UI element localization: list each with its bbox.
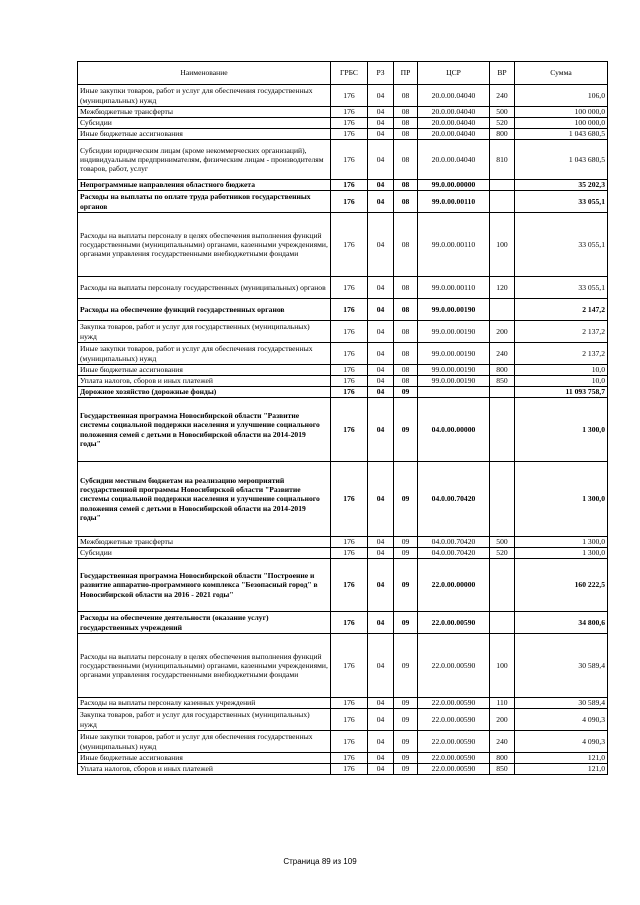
column-header: РЗ [368, 62, 394, 85]
cell-vr: 800 [490, 753, 515, 764]
cell-sum: 10,0 [515, 365, 608, 376]
cell-grbs: 176 [331, 343, 368, 365]
cell-rz: 04 [368, 764, 394, 775]
cell-vr [490, 191, 515, 213]
cell-vr [490, 462, 515, 537]
cell-rz: 04 [368, 548, 394, 559]
cell-sum: 1 043 680,5 [515, 129, 608, 140]
cell-grbs: 176 [331, 764, 368, 775]
cell-sum: 10,0 [515, 376, 608, 387]
cell-vr [490, 398, 515, 462]
table-row [78, 398, 608, 462]
cell-rz: 04 [368, 180, 394, 191]
cell-sum: 121,0 [515, 764, 608, 775]
cell-pr: 09 [394, 612, 418, 634]
cell-pr: 08 [394, 376, 418, 387]
cell-grbs: 176 [331, 612, 368, 634]
cell-sum: 33 055,1 [515, 213, 608, 277]
cell-rz: 04 [368, 321, 394, 343]
cell-pr: 08 [394, 107, 418, 118]
cell-rz: 04 [368, 129, 394, 140]
cell-pr: 08 [394, 213, 418, 277]
cell-vr [490, 387, 515, 398]
cell-sum: 1 300,0 [515, 548, 608, 559]
cell-sum: 4 090,3 [515, 731, 608, 753]
cell-sum: 121,0 [515, 753, 608, 764]
cell-pr: 08 [394, 321, 418, 343]
cell-csr: 99.0.00.00110 [418, 277, 490, 299]
cell-grbs: 176 [331, 709, 368, 731]
cell-grbs: 176 [331, 559, 368, 612]
cell-sum: 35 202,3 [515, 180, 608, 191]
cell-rz: 04 [368, 213, 394, 277]
cell-grbs: 176 [331, 180, 368, 191]
cell-sum: 100 000,0 [515, 107, 608, 118]
table-row [78, 634, 608, 698]
table-row [78, 321, 608, 343]
table-body [78, 85, 608, 775]
cell-vr: 800 [490, 129, 515, 140]
cell-pr: 09 [394, 753, 418, 764]
cell-csr: 20.0.00.04040 [418, 118, 490, 129]
cell-vr: 100 [490, 634, 515, 698]
cell-grbs: 176 [331, 118, 368, 129]
cell-vr: 110 [490, 698, 515, 709]
cell-rz: 04 [368, 107, 394, 118]
cell-pr: 08 [394, 343, 418, 365]
cell-rz: 04 [368, 118, 394, 129]
cell-grbs: 176 [331, 462, 368, 537]
cell-vr: 850 [490, 376, 515, 387]
cell-rz: 04 [368, 398, 394, 462]
cell-vr: 120 [490, 277, 515, 299]
cell-vr: 240 [490, 731, 515, 753]
cell-name: Иные бюджетные ассигнования [78, 365, 331, 376]
cell-csr: 20.0.00.04040 [418, 107, 490, 118]
cell-grbs: 176 [331, 85, 368, 107]
cell-vr [490, 299, 515, 321]
column-header: ЦСР [418, 62, 490, 85]
table-row [78, 537, 608, 548]
table-row [78, 731, 608, 753]
cell-rz: 04 [368, 387, 394, 398]
cell-csr: 99.0.00.00190 [418, 299, 490, 321]
cell-name: Государственная программа Новосибирской области "Развитие системы социальной поддержки населения и улучшение социального положения семей с детьми в Новосибирской области на 2014-2019 годы" [78, 398, 331, 462]
table-row [78, 764, 608, 775]
cell-sum: 1 300,0 [515, 462, 608, 537]
cell-name: Уплата налогов, сборов и иных платежей [78, 764, 331, 775]
cell-csr: 22.0.00.00590 [418, 698, 490, 709]
cell-grbs: 176 [331, 299, 368, 321]
cell-name: Субсидии юридическим лицам (кроме некоммерческих организаций), индивидуальным предпринимателям, физическим лицам - производителям товаров, работ, услуг [78, 140, 331, 180]
cell-sum: 30 589,4 [515, 634, 608, 698]
cell-sum: 1 300,0 [515, 398, 608, 462]
cell-pr: 08 [394, 85, 418, 107]
cell-vr: 810 [490, 140, 515, 180]
cell-pr: 09 [394, 462, 418, 537]
cell-vr: 240 [490, 343, 515, 365]
cell-csr: 99.0.00.00190 [418, 321, 490, 343]
cell-csr: 99.0.00.00000 [418, 180, 490, 191]
cell-csr: 22.0.00.00590 [418, 709, 490, 731]
cell-name: Субсидии [78, 548, 331, 559]
cell-csr: 22.0.00.00590 [418, 634, 490, 698]
cell-grbs: 176 [331, 753, 368, 764]
cell-csr: 22.0.00.00590 [418, 764, 490, 775]
cell-rz: 04 [368, 709, 394, 731]
cell-name: Дорожное хозяйство (дорожные фонды) [78, 387, 331, 398]
cell-pr: 09 [394, 709, 418, 731]
cell-pr: 08 [394, 129, 418, 140]
cell-name: Расходы на выплаты персоналу казенных учреждений [78, 698, 331, 709]
cell-csr: 22.0.00.00000 [418, 559, 490, 612]
column-header: ПР [394, 62, 418, 85]
cell-pr: 08 [394, 299, 418, 321]
cell-pr: 09 [394, 634, 418, 698]
column-header: ГРБС [331, 62, 368, 85]
cell-rz: 04 [368, 462, 394, 537]
cell-rz: 04 [368, 731, 394, 753]
cell-csr: 22.0.00.00590 [418, 612, 490, 634]
cell-sum: 100 000,0 [515, 118, 608, 129]
cell-rz: 04 [368, 277, 394, 299]
cell-csr: 04.0.00.70420 [418, 462, 490, 537]
cell-pr: 08 [394, 191, 418, 213]
cell-grbs: 176 [331, 376, 368, 387]
cell-pr: 09 [394, 698, 418, 709]
cell-pr: 09 [394, 387, 418, 398]
cell-csr: 04.0.00.70420 [418, 548, 490, 559]
table-row [78, 213, 608, 277]
cell-sum: 2 137,2 [515, 343, 608, 365]
cell-pr: 08 [394, 180, 418, 191]
cell-csr: 99.0.00.00110 [418, 213, 490, 277]
column-header: Сумма [515, 62, 608, 85]
table-row [78, 462, 608, 537]
cell-name: Расходы на обеспечение функций государственных органов [78, 299, 331, 321]
cell-pr: 09 [394, 764, 418, 775]
cell-csr: 04.0.00.00000 [418, 398, 490, 462]
cell-name: Непрограммные направления областного бюджета [78, 180, 331, 191]
cell-vr: 500 [490, 107, 515, 118]
cell-csr: 20.0.00.04040 [418, 85, 490, 107]
cell-csr: 20.0.00.04040 [418, 140, 490, 180]
table-row [78, 140, 608, 180]
cell-grbs: 176 [331, 387, 368, 398]
cell-name: Расходы на обеспечение деятельности (оказание услуг) государственных учреждений [78, 612, 331, 634]
cell-vr [490, 559, 515, 612]
budget-table [77, 61, 608, 775]
cell-rz: 04 [368, 376, 394, 387]
table-row [78, 180, 608, 191]
table-row [78, 129, 608, 140]
cell-grbs: 176 [331, 548, 368, 559]
cell-csr: 22.0.00.00590 [418, 731, 490, 753]
cell-name: Уплата налогов, сборов и иных платежей [78, 376, 331, 387]
cell-sum: 33 055,1 [515, 191, 608, 213]
cell-grbs: 176 [331, 537, 368, 548]
table-row [78, 343, 608, 365]
cell-name: Иные закупки товаров, работ и услуг для обеспечения государственных (муниципальных) нужд [78, 85, 331, 107]
table-row [78, 753, 608, 764]
cell-vr: 520 [490, 548, 515, 559]
cell-pr: 08 [394, 365, 418, 376]
cell-csr: 99.0.00.00190 [418, 343, 490, 365]
cell-grbs: 176 [331, 213, 368, 277]
cell-vr: 500 [490, 537, 515, 548]
cell-sum: 1 043 680,5 [515, 140, 608, 180]
cell-csr: 99.0.00.00190 [418, 376, 490, 387]
cell-vr: 520 [490, 118, 515, 129]
cell-grbs: 176 [331, 634, 368, 698]
cell-grbs: 176 [331, 107, 368, 118]
table-row [78, 118, 608, 129]
cell-name: Иные закупки товаров, работ и услуг для обеспечения государственных (муниципальных) нужд [78, 731, 331, 753]
cell-grbs: 176 [331, 277, 368, 299]
table-header-row [78, 62, 608, 85]
cell-grbs: 176 [331, 191, 368, 213]
cell-sum: 106,0 [515, 85, 608, 107]
cell-grbs: 176 [331, 140, 368, 180]
cell-pr: 09 [394, 398, 418, 462]
cell-vr: 850 [490, 764, 515, 775]
cell-sum: 30 589,4 [515, 698, 608, 709]
cell-rz: 04 [368, 537, 394, 548]
cell-rz: 04 [368, 191, 394, 213]
column-header: Наименование [78, 62, 331, 85]
cell-vr: 240 [490, 85, 515, 107]
cell-pr: 08 [394, 140, 418, 180]
cell-pr: 09 [394, 731, 418, 753]
table-row [78, 277, 608, 299]
cell-grbs: 176 [331, 731, 368, 753]
table-row [78, 387, 608, 398]
cell-vr [490, 180, 515, 191]
cell-sum: 34 800,6 [515, 612, 608, 634]
cell-csr: 20.0.00.04040 [418, 129, 490, 140]
cell-pr: 09 [394, 559, 418, 612]
cell-grbs: 176 [331, 698, 368, 709]
cell-rz: 04 [368, 365, 394, 376]
cell-vr [490, 612, 515, 634]
table-row [78, 709, 608, 731]
cell-rz: 04 [368, 612, 394, 634]
cell-pr: 09 [394, 548, 418, 559]
cell-name: Закупка товаров, работ и услуг для государственных (муниципальных) нужд [78, 321, 331, 343]
cell-name: Межбюджетные трансферты [78, 537, 331, 548]
cell-name: Иные закупки товаров, работ и услуг для обеспечения государственных (муниципальных) нужд [78, 343, 331, 365]
table-row [78, 559, 608, 612]
page-number: Страница 89 из 109 [283, 857, 357, 866]
cell-vr: 200 [490, 709, 515, 731]
cell-vr: 100 [490, 213, 515, 277]
cell-grbs: 176 [331, 398, 368, 462]
cell-name: Иные бюджетные ассигнования [78, 129, 331, 140]
cell-rz: 04 [368, 85, 394, 107]
cell-csr: 04.0.00.70420 [418, 537, 490, 548]
cell-sum: 2 137,2 [515, 321, 608, 343]
cell-name: Расходы на выплаты персоналу в целях обеспечения выполнения функций государственными (муниципальными) органами, казенными учреждениями, органами управления государственными внебюджетными фондами [78, 213, 331, 277]
table-row [78, 191, 608, 213]
cell-sum: 4 090,3 [515, 709, 608, 731]
cell-csr: 22.0.00.00590 [418, 753, 490, 764]
table-row [78, 376, 608, 387]
cell-name: Иные бюджетные ассигнования [78, 753, 331, 764]
cell-pr: 08 [394, 118, 418, 129]
cell-rz: 04 [368, 299, 394, 321]
cell-name: Межбюджетные трансферты [78, 107, 331, 118]
cell-rz: 04 [368, 559, 394, 612]
cell-name: Государственная программа Новосибирской области "Построение и развитие аппаратно-программного комплекса "Безопасный город" в Новосибирской области на 2016 - 2021 годы" [78, 559, 331, 612]
cell-rz: 04 [368, 698, 394, 709]
table-row [78, 612, 608, 634]
cell-rz: 04 [368, 140, 394, 180]
column-header: ВР [490, 62, 515, 85]
cell-name: Субсидии [78, 118, 331, 129]
cell-name: Расходы на выплаты персоналу в целях обеспечения выполнения функций государственными (муниципальными) органами, казенными учреждениями, органами управления государственными внебюджетными фондами [78, 634, 331, 698]
cell-vr: 800 [490, 365, 515, 376]
cell-grbs: 176 [331, 129, 368, 140]
cell-name: Расходы на выплаты по оплате труда работников государственных органов [78, 191, 331, 213]
cell-sum: 1 300,0 [515, 537, 608, 548]
cell-grbs: 176 [331, 321, 368, 343]
cell-rz: 04 [368, 753, 394, 764]
cell-sum: 33 055,1 [515, 277, 608, 299]
cell-csr [418, 387, 490, 398]
cell-sum: 11 093 758,7 [515, 387, 608, 398]
cell-grbs: 176 [331, 365, 368, 376]
cell-vr: 200 [490, 321, 515, 343]
cell-pr: 09 [394, 537, 418, 548]
cell-sum: 2 147,2 [515, 299, 608, 321]
cell-csr: 99.0.00.00190 [418, 365, 490, 376]
table-row [78, 85, 608, 107]
table-row [78, 365, 608, 376]
cell-name: Расходы на выплаты персоналу государственных (муниципальных) органов [78, 277, 331, 299]
table-row [78, 548, 608, 559]
cell-rz: 04 [368, 343, 394, 365]
cell-pr: 08 [394, 277, 418, 299]
cell-csr: 99.0.00.00110 [418, 191, 490, 213]
table-row [78, 698, 608, 709]
table-row [78, 299, 608, 321]
cell-name: Закупка товаров, работ и услуг для государственных (муниципальных) нужд [78, 709, 331, 731]
table-row [78, 107, 608, 118]
cell-sum: 160 222,5 [515, 559, 608, 612]
cell-rz: 04 [368, 634, 394, 698]
cell-name: Субсидии местным бюджетам на реализацию мероприятий государственной программы Новосибирской области "Развитие системы социальной поддержки населения и улучшение социального положения семей с детьми в Новосибирской области на 2014-2019 годы" [78, 462, 331, 537]
